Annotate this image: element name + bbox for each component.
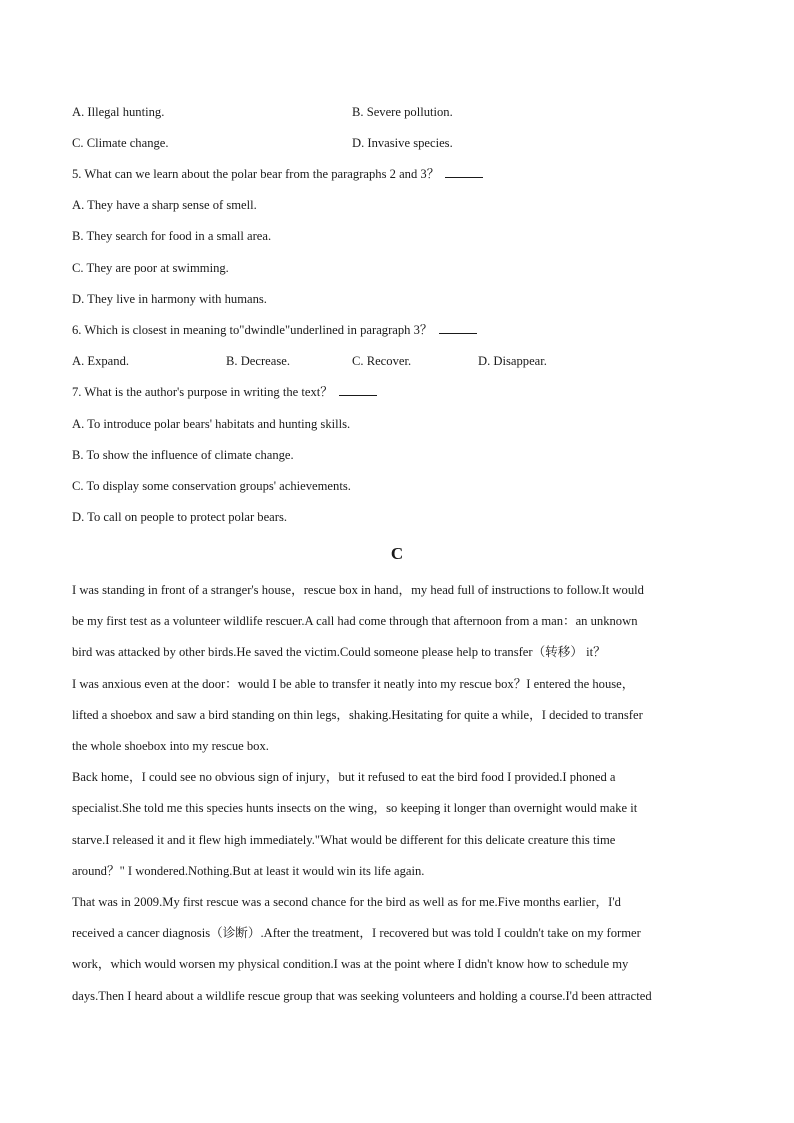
q5-option-a: A. They have a sharp sense of smell. [72,198,257,212]
q5-stem-line [72,166,483,182]
passage-line: received a cancer diagnosis（诊断）.After the treatment，I recovered but was told I couldn't take on my former [72,926,641,940]
q4-option-b: B. Severe pollution. [352,105,453,119]
q5-option-d: D. They live in harmony with humans. [72,292,267,306]
section-c-title: C [390,544,404,563]
passage-line: work，which would worsen my physical condition.I was at the point where I didn't know how to schedule my [72,957,629,971]
passage-line: lifted a shoebox and saw a bird standing on thin legs，shaking.Hesitating for quite a while，I decided to transfer [72,708,643,722]
q6-option-c: C. Recover. [352,354,412,368]
q6-stem: 6. Which is closest in meaning to"dwindle"underlined in paragraph 3？ [72,323,433,337]
passage-line: around？" I wondered.Nothing.But at least it would win its life again. [72,864,425,878]
q6-option-d: D. Disappear. [478,354,547,368]
q4-option-c: C. Climate change. [72,136,169,150]
q7-option-c: C. To display some conservation groups' achievements. [72,479,351,493]
passage-line: starve.I released it and it flew high immediately."What would be different for this delicate creature this time [72,833,616,847]
q7-stem: 7. What is the author's purpose in writing the text？ [72,385,333,399]
q6-stem-line [72,322,477,338]
q5-answer-blank [445,166,483,178]
passage-line: days.Then I heard about a wildlife rescue group that was seeking volunteers and holding a course.I'd been attracted [72,989,652,1003]
q7-option-b: B. To show the influence of climate change. [72,448,294,462]
q6-option-b: B. Decrease. [226,354,290,368]
passage-line: specialist.She told me this species hunts insects on the wing，so keeping it longer than overnight would make it [72,801,638,815]
q7-option-a: A. To introduce polar bears' habitats and hunting skills. [72,417,351,431]
q6-answer-blank [439,322,477,334]
q5-option-c: C. They are poor at swimming. [72,261,229,275]
passage-line: bird was attacked by other birds.He saved the victim.Could someone please help to transfer（转移） it？ [72,645,606,659]
passage-line: Back home，I could see no obvious sign of injury，but it refused to eat the bird food I provided.I phoned a [72,770,616,784]
q5-stem: 5. What can we learn about the polar bear from the paragraphs 2 and 3？ [72,167,440,181]
passage-line: That was in 2009.My first rescue was a second chance for the bird as well as for me.Five months earlier，I'd [72,895,621,909]
passage-line: be my first test as a volunteer wildlife rescuer.A call had come through that afternoon from a man：an unknown [72,614,638,628]
q7-option-d: D. To call on people to protect polar bears. [72,510,288,524]
q4-option-a: A. Illegal hunting. [72,105,165,119]
q7-stem-line [72,384,377,400]
q7-answer-blank [339,384,377,396]
q6-option-a: A. Expand. [72,354,130,368]
q4-option-d: D. Invasive species. [352,136,453,150]
passage-line: the whole shoebox into my rescue box. [72,739,269,753]
passage-line: I was standing in front of a stranger's house，rescue box in hand，my head full of instructions to follow.It would [72,583,644,597]
passage-line: I was anxious even at the door：would I be able to transfer it neatly into my rescue box？I entered the house， [72,677,635,691]
q5-option-b: B. They search for food in a small area. [72,229,272,243]
